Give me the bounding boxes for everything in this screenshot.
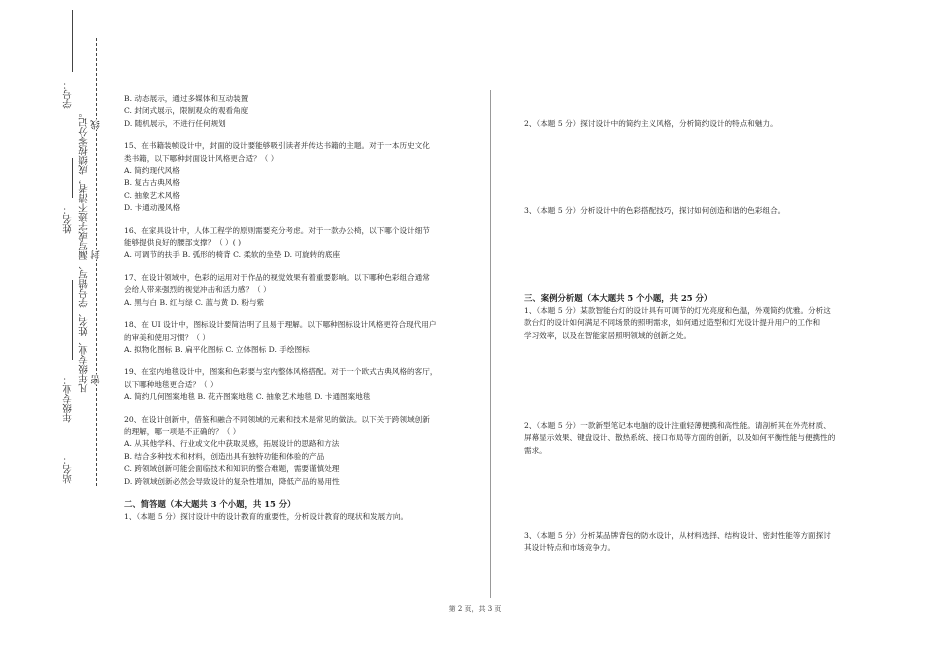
question-stem: 18、在 UI 设计中，图标设计要简洁明了且易于理解。以下哪种图标设计风格更符合现代用户 bbox=[124, 320, 437, 330]
class-label: 年级专业： bbox=[63, 375, 74, 423]
class-field-line bbox=[72, 280, 73, 360]
notice-text: 凡年级专业、姓名、学号错写、漏写或字迹不清者，成绩按零分记。 bbox=[79, 108, 90, 393]
student-id-label: 学号： bbox=[63, 80, 74, 109]
question-stem: 的审美和使用习惯？（ ） bbox=[124, 332, 210, 342]
case-question-2-line: 需求。 bbox=[524, 445, 547, 455]
case-question-1-line: 1、（本题 5 分）某款智能台灯的设计具有可调节的灯光亮度和色温，外观简约优雅。分析这 bbox=[524, 306, 831, 315]
option: A. 黑与白 B. 红与绿 C. 蓝与黄 D. 粉与紫 bbox=[124, 297, 265, 307]
short-answer-question-1: 1、（本题 5 分）探讨设计中的设计教育的重要性，分析设计教育的现状和发展方向。 bbox=[124, 511, 409, 521]
page-footer: 第 2 页，共 3 页 bbox=[448, 605, 502, 613]
short-answer-question-2: 2、（本题 5 分）探讨设计中的简约主义风格，分析简约设计的特点和魅力。 bbox=[524, 119, 778, 128]
name-field-line bbox=[72, 158, 73, 198]
question-stem: 17、在设计领域中，色彩的运用对于作品的视觉效果有着重要影响。以下哪种色彩组合通常 bbox=[124, 272, 430, 282]
case-question-1-line: 款台灯的设计如何满足不同场景的照明需求，如何通过造型和灯光设计提升用户的工作和 bbox=[524, 318, 821, 328]
option: D. 跨领域创新必然会导致设计的复杂性增加，降低产品的易用性 bbox=[124, 476, 340, 486]
secret-mark: 密 bbox=[91, 375, 102, 385]
question-stem: 能够提供良好的腰部支撑？（ ）( ) bbox=[124, 238, 242, 248]
question-19 bbox=[124, 366, 486, 403]
option: D. 随机展示，不进行任何规划 bbox=[124, 118, 226, 128]
option: A. 从其他学科、行业或文化中获取灵感，拓展设计的思路和方法 bbox=[124, 439, 340, 449]
school-label: 站名： bbox=[63, 455, 74, 484]
section-three-title: 三、案例分析题（本大题共 5 个小题，共 25 分） bbox=[524, 293, 713, 303]
question-stem: 会给人带来强烈的视觉冲击和活力感？（ ） bbox=[124, 285, 271, 295]
left-column bbox=[124, 93, 486, 523]
section-two-title: 二、简答题（本大题共 3 个小题，共 15 分） bbox=[124, 498, 296, 509]
question-16 bbox=[124, 225, 486, 262]
name-label: 姓名： bbox=[63, 205, 74, 234]
column-divider bbox=[490, 90, 491, 598]
student-id-field-line bbox=[72, 10, 73, 72]
case-question-3 bbox=[524, 530, 869, 555]
cut-mark: 线 bbox=[91, 120, 102, 130]
question-stem: 类书籍，以下哪种封面设计风格更合适？（ ） bbox=[124, 153, 279, 163]
case-question-3-line: 3、（本题 5 分）分析某品牌背包的防水设计，从材料选择、结构设计、密封性能等方面探讨 bbox=[524, 531, 831, 540]
option: C. 跨领域创新可能会面临技术和知识的整合难题，需要谨慎处理 bbox=[124, 464, 340, 474]
case-question-2-line: 2、（本题 5 分）一款新型笔记本电脑的设计注重轻薄便携和高性能。请剖析其在外壳材质、 bbox=[524, 421, 831, 430]
option: D. 卡通动漫风格 bbox=[124, 203, 181, 213]
option: B. 复古古典风格 bbox=[124, 178, 180, 188]
option: B. 结合多种技术和材料，创造出具有独特功能和体验的产品 bbox=[124, 451, 325, 461]
question-15 bbox=[124, 140, 486, 214]
question-14-continued bbox=[124, 93, 486, 130]
case-question-2-line: 屏幕显示效果、键盘设计、散热系统、接口布局等方面的创新，以及如何平衡性能与便携性的 bbox=[524, 433, 836, 443]
option: A. 可调节的扶手 B. 弧形的椅背 C. 柔软的坐垫 D. 可旋转的底座 bbox=[124, 250, 341, 260]
option: C. 抽象艺术风格 bbox=[124, 190, 180, 200]
option: C. 封闭式展示，限制观众的观看角度 bbox=[124, 106, 249, 116]
case-question-3-line: 其设计特点和市场竞争力。 bbox=[524, 543, 616, 553]
seal-mark: 封 bbox=[91, 250, 102, 260]
case-question-2 bbox=[524, 420, 869, 457]
question-17 bbox=[124, 272, 486, 309]
case-question-1-line: 学习效率，以及在智能家居照明领域的创新之处。 bbox=[524, 330, 692, 340]
question-stem: 20、在设计创新中，借鉴和融合不同领域的元素和技术是常见的做法。以下关于跨领域创新 bbox=[124, 414, 430, 424]
question-20 bbox=[124, 414, 486, 488]
question-18 bbox=[124, 319, 486, 356]
option: A. 简约几何图案地毯 B. 花卉图案地毯 C. 抽象艺术地毯 D. 卡通图案地毯 bbox=[124, 392, 371, 402]
question-stem: 19、在室内地毯设计中，图案和色彩要与室内整体风格搭配。对于一个欧式古典风格的客厅， bbox=[124, 367, 438, 377]
option: A. 拟物化图标 B. 扁平化图标 C. 立体图标 D. 手绘图标 bbox=[124, 344, 310, 354]
question-stem: 16、在家具设计中，人体工程学的原则需要充分考虑。对于一款办公椅，以下哪个设计细节 bbox=[124, 225, 430, 235]
short-answer-question-3: 3、（本题 5 分）分析设计中的色彩搭配技巧，探讨如何创造和谐的色彩组合。 bbox=[524, 206, 786, 215]
question-stem: 以下哪种地毯更合适？（ ） bbox=[124, 379, 218, 389]
question-stem: 15、在书籍装帧设计中，封面的设计要能够吸引读者并传达书籍的主题。对于一本历史文化 bbox=[124, 141, 430, 151]
option: B. 动态展示，通过多媒体和互动装置 bbox=[124, 94, 249, 103]
section-three bbox=[524, 292, 869, 342]
option: A. 简约现代风格 bbox=[124, 166, 180, 176]
question-stem: 的理解，哪一项是不正确的？（ ） bbox=[124, 426, 241, 436]
cut-line bbox=[96, 38, 97, 486]
